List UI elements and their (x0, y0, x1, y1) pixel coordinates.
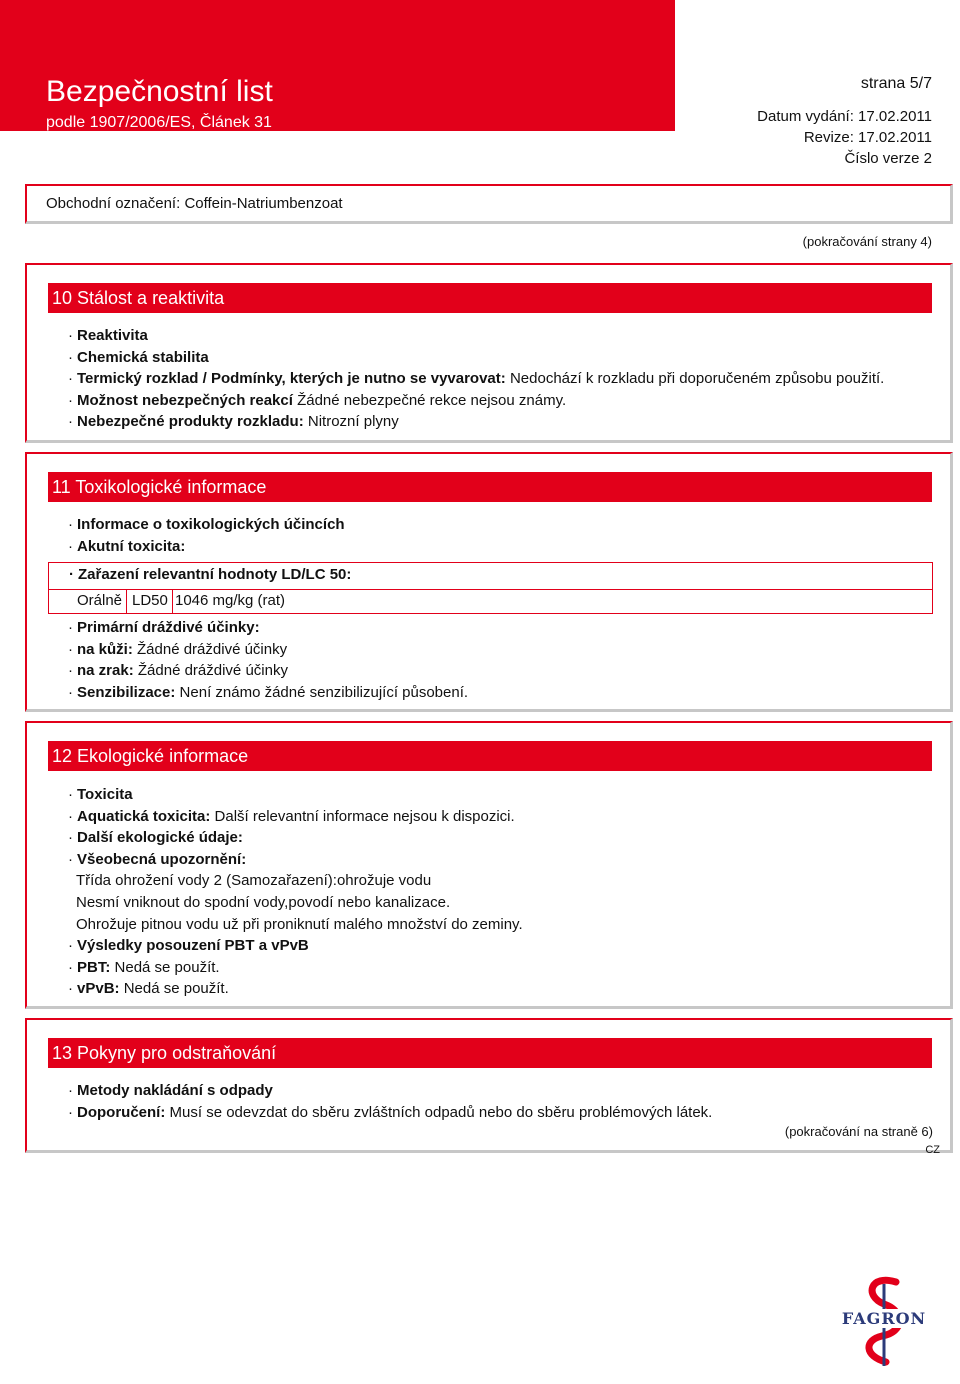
list-item (68, 827, 523, 849)
bullet-dot: · (68, 327, 73, 344)
item-label: Aquatická toxicita: (77, 807, 211, 825)
list-item (68, 347, 884, 369)
section-13-lines (68, 1080, 712, 1123)
item-label: na kůži: (77, 640, 133, 658)
item-text: Další relevantní informace nejsou k dispozici. (214, 807, 515, 825)
item-label: PBT: (77, 958, 111, 976)
item-text: Musí se odevzdat do sběru zvláštních odpadů nebo do sběru problémových látek. (169, 1103, 713, 1121)
bullet-dot: · (68, 370, 73, 388)
list-item (68, 784, 523, 806)
item-label: Senzibilizace: (77, 683, 176, 701)
list-item (68, 325, 884, 347)
section-12-lines (68, 784, 523, 1000)
bullet-dot: · (68, 980, 73, 998)
bullet-dot: · (68, 937, 73, 955)
item-label: na zrak: (77, 662, 134, 680)
ld50-type: LD50 (132, 592, 168, 609)
document-title: Bezpečnostní list (46, 75, 273, 108)
item-label: vPvB: (77, 980, 120, 998)
section-12-notes (68, 870, 523, 935)
trade-name (46, 195, 343, 212)
item-label: Primární dráždivé účinky: (77, 619, 260, 636)
list-item (68, 849, 523, 871)
bullet-dot: · (68, 640, 73, 658)
list-item (68, 390, 884, 412)
note-line: Nesmí vniknout do spodní vody,povodí nebo kanalizace. (76, 893, 451, 911)
section-13-heading: 13 Pokyny pro odstraňování (48, 1038, 932, 1068)
list-item (68, 957, 523, 979)
document-subtitle: podle 1907/2006/ES, Článek 31 (46, 114, 272, 131)
header-banner (0, 0, 675, 131)
section-12-lines-a (68, 784, 523, 870)
trade-name-value: Coffein-Natriumbenzoat (184, 195, 343, 212)
bullet-dot: · (68, 1103, 73, 1121)
note-line: Ohrožuje pitnou vodu už při proniknutí malého množství do zeminy. (76, 915, 523, 933)
list-item (68, 806, 523, 828)
item-label: Nebezpečné produkty rozkladu: (77, 413, 304, 431)
bullet-dot: · (68, 829, 73, 847)
ld50-value: 1046 mg/kg (rat) (175, 592, 286, 609)
list-item (68, 1080, 712, 1102)
bullet-dot: · (68, 662, 73, 680)
section-12 (25, 721, 953, 1009)
bullet-dot: · (68, 1082, 73, 1099)
list-item (68, 639, 468, 661)
bullet-dot: · (68, 958, 73, 976)
list-item (68, 978, 523, 1000)
section-10-heading: 10 Stálost a reaktivita (48, 283, 932, 313)
version-number: Číslo verze 2 (844, 150, 932, 167)
item-label: Termický rozklad / Podmínky, kterých je nutno se vyvarovat: (77, 370, 506, 388)
ld50-table (48, 562, 933, 614)
bullet-dot: · (68, 391, 73, 409)
page-number: strana 5/7 (860, 75, 932, 92)
bullet-dot: · (68, 807, 73, 825)
section-12-heading: 12 Ekologické informace (48, 741, 932, 771)
bullet-dot: · (68, 348, 73, 366)
bullet-dot: · (68, 786, 73, 803)
section-11-lines-top (68, 514, 345, 557)
section-10-lines (68, 325, 884, 433)
bullet-dot: · (68, 413, 73, 431)
table-divider (49, 589, 932, 590)
item-text: Nitrozní plyny (307, 413, 399, 431)
item-label: Chemická stabilita (77, 348, 209, 366)
bullet-dot: · (68, 683, 73, 701)
item-text: Žádné nebezpečné rekce nejsou známy. (297, 391, 567, 409)
item-label: Možnost nebezpečných reakcí (77, 391, 293, 409)
bullet-dot: · (68, 516, 73, 533)
section-10 (25, 263, 953, 443)
section-11-lines-bottom (68, 617, 468, 703)
list-item (68, 660, 468, 682)
list-item (68, 536, 345, 558)
item-text: Nedochází k rozkladu při doporučeném způsobu použití. (509, 370, 885, 388)
issue-date: Datum vydání: 17.02.2011 (757, 108, 932, 125)
list-item (68, 368, 884, 390)
item-text: Není známo žádné senzibilizující působení. (179, 683, 469, 701)
logo-text: FAGRON (834, 1309, 934, 1328)
note-line: Třída ohrožení vody 2 (Samozařazení):ohrožuje vodu (76, 872, 432, 890)
item-label: Informace o toxikologických účincích (77, 516, 345, 533)
list-item (68, 1102, 712, 1124)
trade-name-label: Obchodní označení: (46, 195, 181, 212)
item-text: Nedá se použít. (114, 958, 220, 976)
continued-from: (pokračování strany 4) (802, 234, 932, 249)
item-label: Všeobecná upozornění: (77, 850, 247, 868)
revision-date: Revize: 17.02.2011 (803, 129, 932, 146)
item-label: Toxicita (77, 786, 133, 803)
table-column-divider (172, 589, 173, 613)
trade-name-box (25, 184, 953, 224)
list-item (68, 411, 884, 433)
fagron-logo (834, 1274, 934, 1369)
table-column-divider (126, 589, 127, 613)
bullet-dot: · (68, 850, 73, 868)
item-label: Metody nakládání s odpady (77, 1082, 273, 1099)
item-text: Žádné dráždivé účinky (137, 640, 288, 658)
item-label: Reaktivita (77, 327, 148, 344)
item-text: Nedá se použít. (123, 980, 229, 998)
item-label: Další ekologické údaje: (77, 829, 243, 847)
section-11 (25, 452, 953, 712)
item-label: Doporučení: (77, 1103, 166, 1121)
item-label: Akutní toxicita: (77, 537, 186, 555)
continued-to: (pokračování na straně 6) (784, 1124, 933, 1139)
list-item (68, 514, 345, 536)
section-12-lines-b (68, 935, 523, 1000)
list-item (68, 617, 468, 639)
section-11-heading: 11 Toxikologické informace (48, 472, 932, 502)
bullet-dot: · (68, 619, 73, 636)
item-label: Výsledky posouzení PBT a vPvB (77, 937, 309, 955)
ld50-table-header: · Zařazení relevantní hodnoty LD/LC 50: (69, 566, 352, 583)
list-item (68, 682, 468, 704)
list-item (68, 935, 523, 957)
language-code: CZ (925, 1144, 940, 1156)
item-text: Žádné dráždivé účinky (137, 662, 288, 680)
ld50-route: Orálně (77, 592, 123, 609)
bullet-dot: · (68, 537, 73, 555)
